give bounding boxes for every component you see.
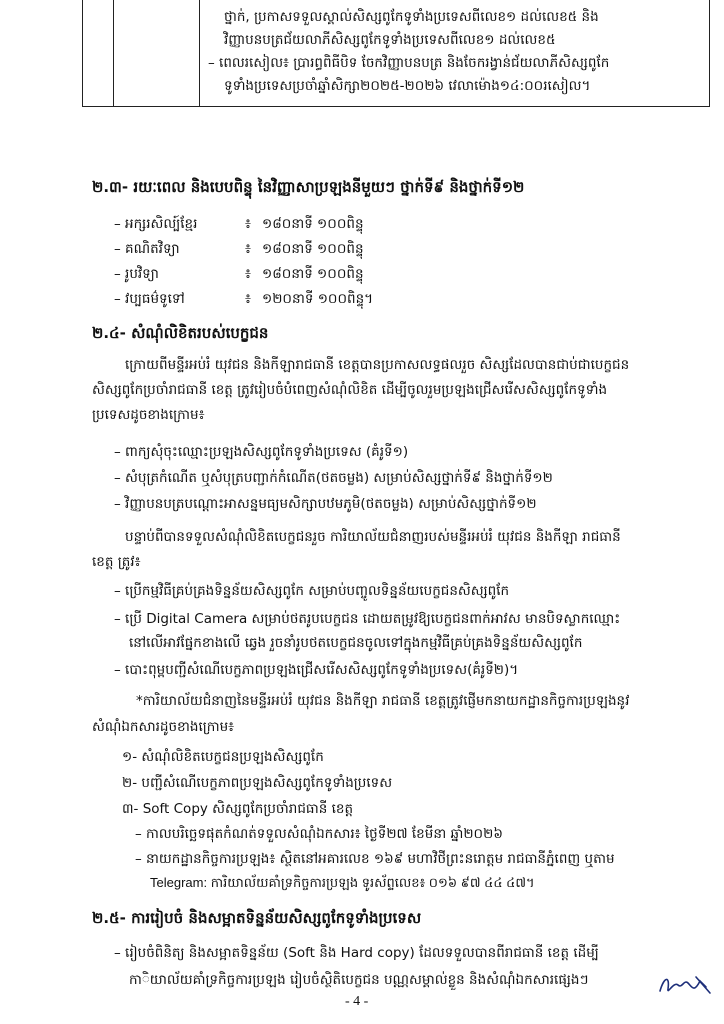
- numbered-item: ៣- Soft Copy សិស្សពូកែប្រចាំរាជធានី ខេត្ត: [122, 801, 354, 817]
- task-list-item: – ប្រើកម្មវិធីគ្រប់គ្រងទិន្នន័យសិស្សពូកែ សម្រាប់បញ្ចូលទិន្នន័យបេក្ខជនសិស្សពូកែ: [114, 583, 510, 599]
- document-list-item: – វិញ្ញាបនបត្របណ្ដោះអាសន្នមធ្យមសិក្សាបឋមភូមិ(ថតចម្លង) សម្រាប់សិស្សថ្នាក់ទី១២: [114, 496, 537, 512]
- section-2-4-heading: ២.៤- សំណុំលិខិតរបស់បេក្ខជន: [92, 324, 269, 342]
- subject-name: – វប្បធម៌ទូទៅ: [114, 291, 185, 307]
- section-2-5-heading: ២.៥- ការរៀបចំ និងសម្អាតទិន្នន័យសិស្សពូកែទូទាំងប្រទេស: [92, 909, 422, 927]
- table-cell-date: [114, 0, 200, 107]
- subject-row: [114, 212, 364, 236]
- subject-row: [114, 262, 364, 286]
- table-cell-activity: [200, 0, 710, 107]
- numbered-item: ១- សំណុំលិខិតបេក្ខជនប្រឡងសិស្សពូកែ: [122, 749, 324, 765]
- schedule-table-continuation: [82, 0, 710, 107]
- page-number: - 4 -: [345, 994, 369, 1009]
- subject-duration: ១២០នាទី ១០០ពិន្ទុ។: [262, 291, 374, 307]
- subject-row: [114, 237, 364, 261]
- paragraph-line: ខេត្ត ត្រូវ៖: [92, 554, 141, 570]
- subject-duration: ១៨០នាទី ១០០ពិន្ទុ: [262, 216, 364, 232]
- paragraph-line: – រៀបចំពិនិត្យ និងសម្អាតទិន្នន័យ (Soft និង Hard copy) ដែលទទួលបានពីរាជធានី ខេត្ត ដើម្បី: [114, 945, 599, 961]
- subject-name: – រូបវិទ្យា: [114, 266, 159, 282]
- separator: ៖: [245, 266, 251, 282]
- numbered-item: ២- បញ្ជីសំណើបេក្ខភាពប្រឡងសិស្សពូកែទូទាំងប្រទេស: [122, 775, 393, 791]
- document-list-item: – សំបុត្រកំណើត ឬសំបុត្របញ្ជាក់កំណើត(ថតចម្លង) សម្រាប់សិស្សថ្នាក់ទី៩ និងថ្នាក់ទី១២: [114, 470, 553, 486]
- task-list-item: – ប្រើ Digital Camera សម្រាប់ថតរូបបេក្ខជន ដោយតម្រូវឱ្យបេក្ខជនពាក់អាវស មានបិទស្លាកឈ្មោះ: [114, 611, 621, 627]
- paragraph-line: ក្រោយពីមន្ទីរអប់រំ យុវជន និងកីឡារាជធានី ខេត្តបានប្រកាសលទ្ធផលរួច សិស្សដែលបានជាប់ជាបេក្ខជន: [125, 357, 630, 373]
- separator: ៖: [245, 241, 251, 257]
- deadline-line: – កាលបរិច្ឆេទផុតកំណត់ទទួលសំណុំឯកសារ៖ ថ្ងៃទី២៧ ខែមីនា ឆ្នាំ២០២៦: [135, 826, 503, 842]
- task-list-item: – បោះពុម្ពបញ្ជីសំណើបេក្ខភាពប្រឡងជ្រើសរើសសិស្សពូកែទូទាំងប្រទេស(គំរូទី២)។: [114, 662, 519, 678]
- table-text-line: ទូទាំងប្រទេសប្រចាំឆ្នាំសិក្សា២០២៥-២០២៦ វេលាម៉ោង១៤:០០រសៀល។: [224, 78, 591, 94]
- telegram-line: Telegram: ការិយាល័យគាំទ្រកិច្ចការប្រឡង ទូរស័ព្ទលេខ៖ ០១៦ ៩៧ ៤៤ ៤៧។: [150, 875, 535, 890]
- subject-row: [114, 287, 373, 311]
- table-text-line: វិញ្ញាបនបត្រជ័យលាភីសិស្សពូកែទូទាំងប្រទេសពីលេខ១ ដល់លេខ៥: [224, 32, 556, 48]
- subject-name: – អក្សរសិល្ប៍ខ្មែរ: [114, 216, 198, 232]
- subject-duration: ១៨០នាទី ១០០ពិន្ទុ: [262, 266, 364, 282]
- document-list-item: – ពាក្យសុំចុះឈ្មោះប្រឡងសិស្សពូកែទូទាំងប្រទេស (គំរូទី១): [114, 444, 409, 460]
- note-line: *ការិយាល័យជំនាញនៃមន្ទីរអប់រំ យុវជន និងកីឡា រាជធានី ខេត្តត្រូវផ្ញើមកនាយកដ្ឋានកិច្ចការប្រឡងនូវ: [136, 693, 630, 709]
- subject-name: – គណិតវិទ្យា: [114, 241, 180, 257]
- table-row: [83, 0, 710, 107]
- task-list-item-continued: នៅលើអាវផ្នែកខាងលើ ឆ្វេង រួចនាំរូបថតបេក្ខជនចូលទៅក្នុងកម្មវិធីគ្រប់គ្រងទិន្នន័យសិស្សពូកែ: [129, 635, 583, 651]
- section-2-3-heading: ២.៣- រយៈពេល និងបេបពិន្ទុ នៃវិញ្ញាសាប្រឡងនីមួយៗ ថ្នាក់ទី៩ និងថ្នាក់ទី១២: [92, 178, 525, 196]
- paragraph-line: ប្រទេសដូចខាងក្រោម៖: [92, 407, 205, 423]
- subject-duration: ១៨០នាទី ១០០ពិន្ទុ: [262, 241, 364, 257]
- table-text-line: ថ្នាក់, ប្រកាសទទួលស្គាល់សិស្សពូកែទូទាំងប្រទេសពីលេខ១ ដល់លេខ៥ និង: [224, 9, 599, 25]
- paragraph-line: សិស្សពូកែប្រចាំរាជធានី ខេត្ត ត្រូវរៀបចំបំពេញសំណុំលិខិត ដើម្បីចូលរួមប្រឡងជ្រើសរើសសិស្សពូកែទូទាំង: [92, 382, 608, 398]
- signature-initials-icon: [656, 971, 714, 999]
- paragraph-line: បន្ទាប់ពីបានទទួលសំណុំលិខិតបេក្ខជនរួច ការិយាល័យជំនាញរបស់មន្ទីរអប់រំ យុវជន និងកីឡា រាជធានី: [125, 529, 621, 545]
- note-line: សំណុំឯកសារដូចខាងក្រោម៖: [92, 719, 235, 735]
- separator: ៖: [245, 291, 251, 307]
- address-line: – នាយកដ្ឋានកិច្ចការប្រឡង៖ ស្ថិតនៅអគារលេខ ១៦៩ មហាវិថីព្រះនរោត្តម រាជធានីភ្នំពេញ ឬតាម: [135, 851, 615, 867]
- table-text-line: – ពេលរសៀល៖ ប្រារព្ធពិធីបិទ ចែកវិញ្ញាបនបត្រ និងចែករង្វាន់ជ័យលាភីសិស្សពូកែ: [208, 55, 610, 71]
- paragraph-line: កាិយាល័យគាំទ្រកិច្ចការប្រឡង រៀបចំស្ថិតិបេក្ខជន បណ្ណសម្គាល់ខ្លួន និងសំណុំឯកសារផ្សេងៗ: [129, 972, 589, 988]
- separator: ៖: [245, 216, 251, 232]
- table-cell-number: [83, 0, 114, 107]
